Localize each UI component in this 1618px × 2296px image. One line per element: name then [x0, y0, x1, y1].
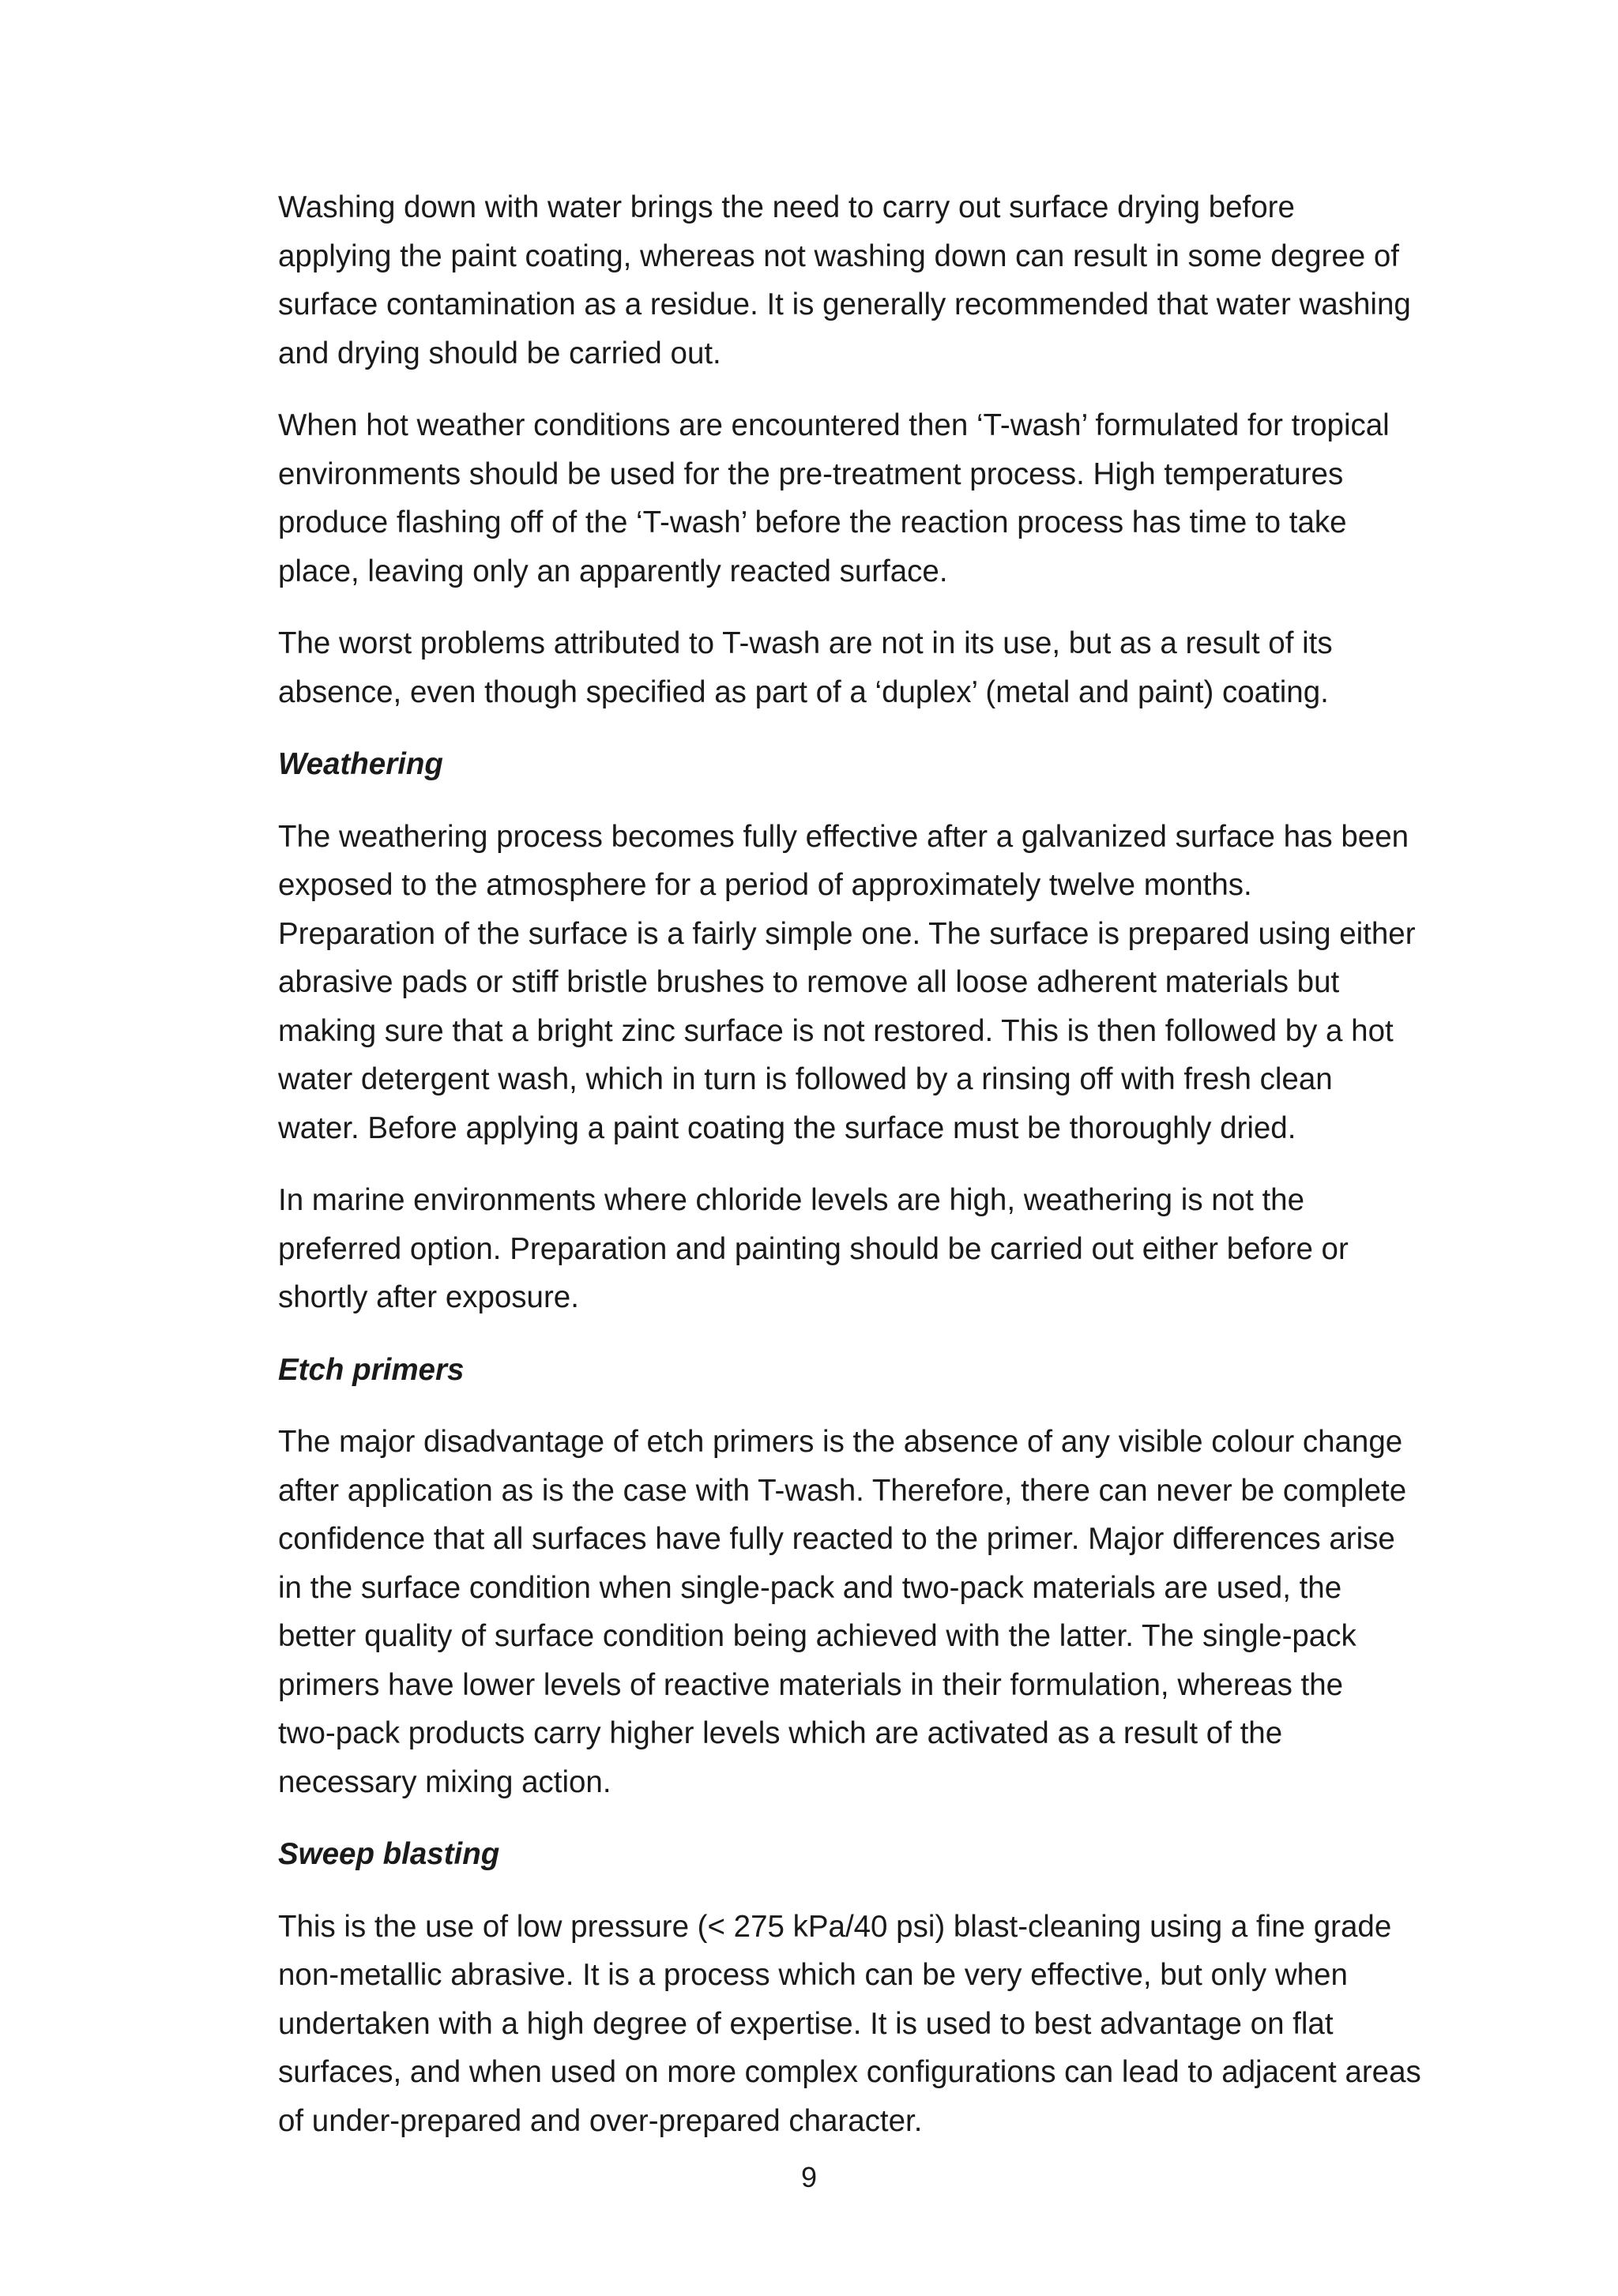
paragraph [278, 1418, 1487, 1806]
text-line: of under-prepared and over-prepared character. [278, 2103, 923, 2138]
text-line: better quality of surface condition being achieved with the latter. The single-pack [278, 1619, 1356, 1653]
text-line: When hot weather conditions are encountered then ‘T-wash’ formulated for tropical [278, 408, 1390, 442]
text-line: after application as is the case with T-wash. Therefore, there can never be complete [278, 1473, 1407, 1508]
text-line: making sure that a bright zinc surface is not restored. This is then followed by a hot [278, 1013, 1394, 1048]
paragraph [278, 401, 1487, 596]
text-line: two-pack products carry higher levels which are activated as a result of the [278, 1716, 1283, 1750]
text-line: absence, even though specified as part of a ‘duplex’ (metal and paint) coating. [278, 675, 1329, 709]
text-line: surfaces, and when used on more complex configurations can lead to adjacent areas [278, 2055, 1421, 2089]
text-line: The major disadvantage of etch primers is the absence of any visible colour change [278, 1425, 1403, 1459]
paragraph [278, 1903, 1487, 2146]
text-line: primers have lower levels of reactive materials in their formulation, whereas the [278, 1667, 1344, 1702]
text-line: shortly after exposure. [278, 1280, 579, 1314]
text-line: produce flashing off of the ‘T-wash’ before the reaction process has time to take [278, 505, 1347, 539]
paragraph [278, 1176, 1487, 1322]
section-heading: Etch primers [278, 1352, 465, 1387]
text-line: Preparation of the surface is a fairly simple one. The surface is prepared using either [278, 916, 1416, 951]
text-line: place, leaving only an apparently reacted surface. [278, 554, 948, 588]
text-line: abrasive pads or stiff bristle brushes to remove all loose adherent materials but [278, 965, 1340, 999]
text-line: Washing down with water brings the need to carry out surface drying before [278, 190, 1295, 224]
text-line: confidence that all surfaces have fully reacted to the primer. Major differences arise [278, 1522, 1395, 1556]
text-line: environments should be used for the pre-treatment process. High temperatures [278, 457, 1344, 491]
page-body [278, 183, 1487, 2169]
paragraph [278, 813, 1487, 1153]
text-line: applying the paint coating, whereas not washing down can result in some degree of [278, 239, 1399, 273]
text-line: This is the use of low pressure (< 275 kPa/40 psi) blast-cleaning using a fine grade [278, 1909, 1392, 1944]
text-line: and drying should be carried out. [278, 336, 721, 370]
paragraph [278, 619, 1487, 716]
text-line: water. Before applying a paint coating the surface must be thoroughly dried. [278, 1110, 1296, 1145]
text-line: The worst problems attributed to T-wash are not in its use, but as a result of its [278, 626, 1333, 660]
section-heading: Sweep blasting [278, 1837, 500, 1871]
text-line: exposed to the atmosphere for a period of approximately twelve months. [278, 868, 1252, 902]
text-line: necessary mixing action. [278, 1764, 611, 1799]
text-line: water detergent wash, which in turn is followed by a rinsing off with fresh clean [278, 1062, 1333, 1096]
paragraph [278, 183, 1487, 378]
text-line: preferred option. Preparation and painting should be carried out either before or [278, 1231, 1349, 1266]
text-line: In marine environments where chloride levels are high, weathering is not the [278, 1183, 1304, 1217]
text-line: surface contamination as a residue. It is generally recommended that water washing [278, 287, 1411, 321]
text-line: The weathering process becomes fully effective after a galvanized surface has been [278, 819, 1409, 854]
section-heading: Weathering [278, 747, 443, 781]
text-line: non-metallic abrasive. It is a process which can be very effective, but only when [278, 1958, 1348, 1992]
text-line: undertaken with a high degree of expertise. It is used to best advantage on flat [278, 2006, 1334, 2041]
text-line: in the surface condition when single-pack and two-pack materials are used, the [278, 1570, 1342, 1605]
page-number: 9 [800, 2161, 818, 2193]
